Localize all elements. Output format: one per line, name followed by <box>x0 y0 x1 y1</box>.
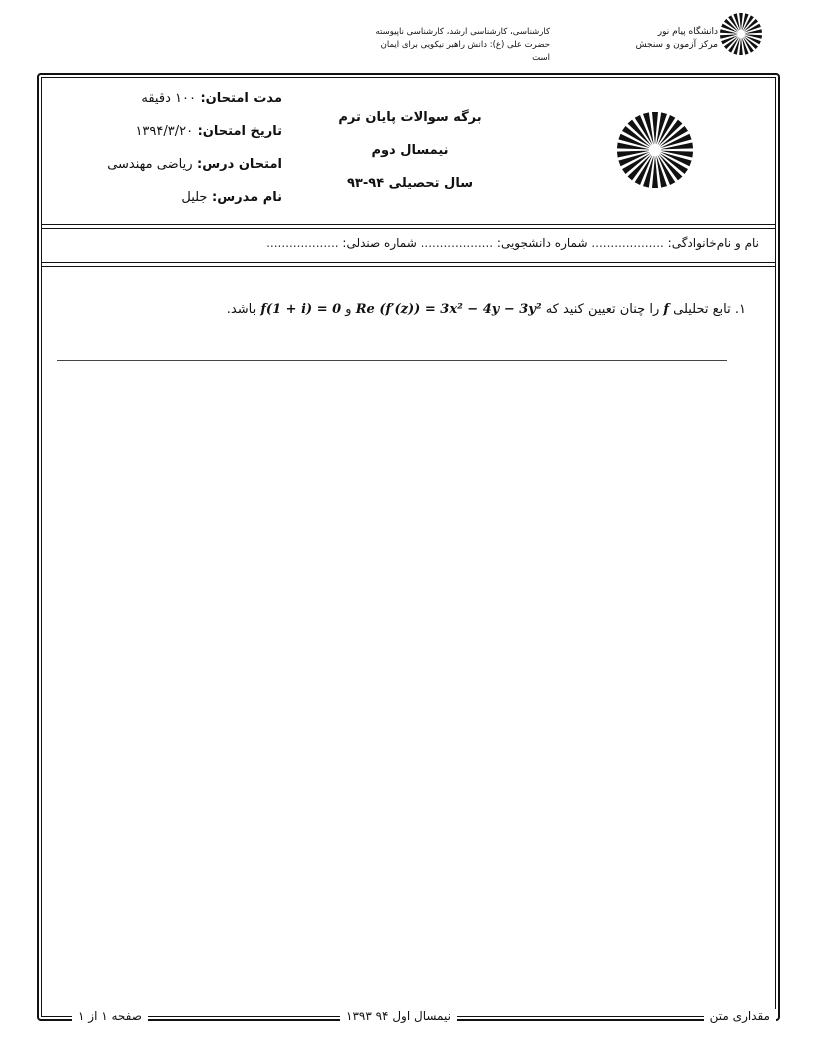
date-label: تاریخ امتحان: <box>197 124 282 139</box>
name-field[interactable]: ................... <box>591 236 664 250</box>
course-value: ریاضی مهندسی <box>107 157 193 172</box>
exam-date <box>62 124 282 139</box>
duration-label: مدت امتحان: <box>200 91 282 106</box>
teacher-value: جلیل <box>181 190 208 205</box>
page-number: صفحه ۱ از ۱ <box>72 1009 148 1023</box>
name-label: نام و نام‌خانوادگی: <box>667 236 759 250</box>
question-text-end: باشد. <box>226 302 257 317</box>
question-text-start: تابع تحلیلی <box>673 302 731 317</box>
separator <box>41 224 776 225</box>
conjunction: و <box>345 302 352 317</box>
duration-value: ۱۰۰ دقیقه <box>141 91 196 106</box>
student-id-label: شماره دانشجویی: <box>496 236 588 250</box>
question-text-mid: را چنان تعیین کنید که <box>545 302 660 317</box>
exam-duration <box>62 91 282 106</box>
motto: حضرت علی (ع): دانش راهبر نیکویی برای ایمان است <box>380 40 550 63</box>
course-label: امتحان درس: <box>197 157 282 172</box>
date-value: ۱۳۹۴/۳/۲۰ <box>135 124 194 139</box>
university-logo-icon <box>718 10 764 60</box>
question-number: ۱. <box>734 302 746 317</box>
initial-condition: f(1 + i) = 0 <box>260 302 342 317</box>
exam-teacher <box>62 190 282 205</box>
program-levels: کارشناسی، کارشناسی ارشد، کارشناسی ناپیوسته <box>375 27 550 37</box>
seat-field[interactable]: ................... <box>266 236 339 250</box>
student-id-field[interactable]: ................... <box>420 236 494 250</box>
exam-title: برگه سوالات پایان ترم <box>338 110 482 125</box>
answer-divider <box>57 360 727 361</box>
program-header <box>372 26 550 65</box>
footer-semester: نیمسال اول ۹۴ ۱۳۹۳ <box>340 1009 457 1023</box>
separator <box>41 262 776 263</box>
page-frame-inner <box>41 77 776 1017</box>
student-fields <box>266 236 759 250</box>
equation: Re (f′(z)) = 3x² − 4y − 3y² <box>355 302 542 317</box>
university-emblem-icon <box>614 106 696 198</box>
teacher-label: نام مدرس: <box>212 190 282 205</box>
separator <box>41 266 776 267</box>
university-header <box>636 26 718 52</box>
exam-course <box>62 157 282 172</box>
semester: نیمسال دوم <box>371 143 449 158</box>
seat-label: شماره صندلی: <box>342 236 417 250</box>
function-symbol: f <box>663 302 669 317</box>
separator <box>41 228 776 229</box>
question-1 <box>227 302 746 317</box>
assessment-center: مرکز آزمون و سنجش <box>635 40 718 50</box>
academic-year: سال تحصیلی ۹۴-۹۳ <box>347 176 473 191</box>
footer-right-text: مقداری متن <box>704 1009 776 1023</box>
university-name: دانشگاه پیام نور <box>657 27 718 37</box>
